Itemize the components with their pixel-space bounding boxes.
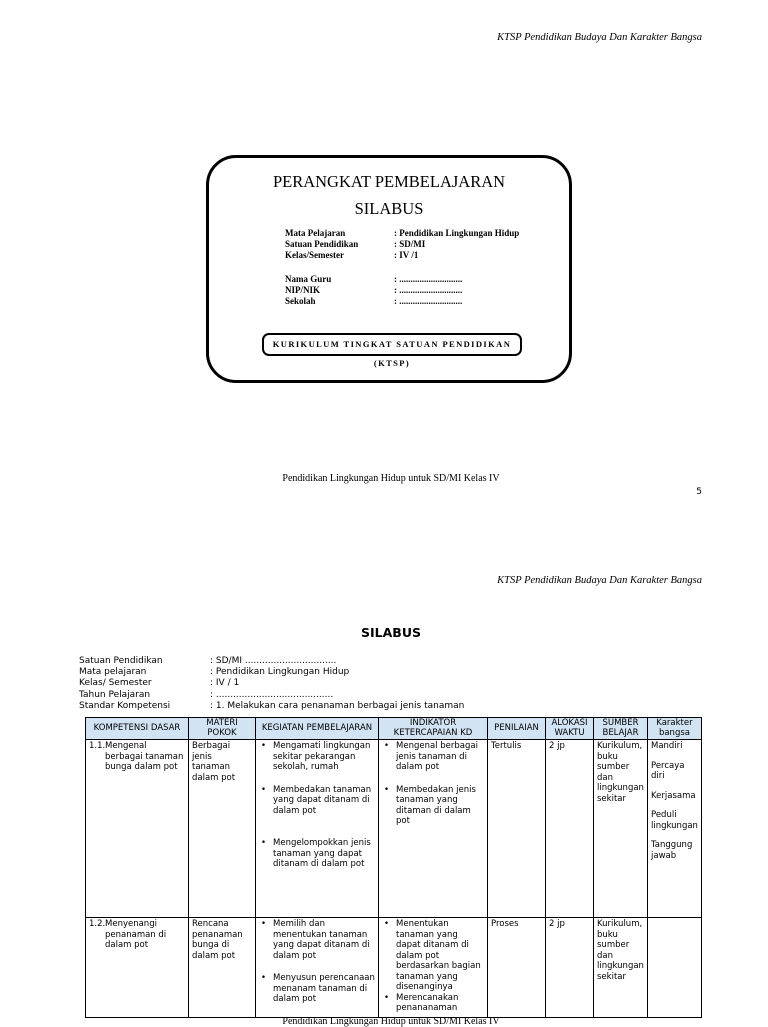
page-footer: Pendidikan Lingkungan Hidup untuk SD/MI Kelas IV: [282, 473, 500, 484]
col-header: INDIKATOR KETERCAPAIAN KD: [379, 718, 488, 740]
karakter-item: Percaya diri: [651, 760, 685, 781]
col-header: MATERI POKOK: [189, 718, 256, 740]
info-value: : IV / 1: [210, 678, 240, 689]
alokasi-cell: 2 jp: [546, 918, 594, 1018]
list-item: • Mengamati lingkungan sekitar pekarangan sekolah, rumah: [273, 741, 375, 773]
silabus-info: [79, 656, 464, 712]
kd-text: Menyenangi penanaman di dalam pot: [105, 919, 167, 950]
meta-key: Nama Guru: [285, 274, 332, 284]
meta-key: Satuan Pendidikan: [285, 239, 359, 249]
info-value: : Pendidikan Lingkungan Hidup: [210, 667, 350, 678]
cover-box: [206, 155, 572, 383]
meta-row: [285, 228, 519, 239]
info-value: : SD/MI ................................: [210, 656, 337, 666]
info-value: : .........................................: [210, 689, 334, 700]
list-item: • Merencanakan penananaman: [396, 993, 484, 1014]
list-item: • Mengenal berbagai jenis tanaman di dalam pot: [396, 741, 484, 773]
indikator-cell: [379, 740, 488, 918]
kegiatan-cell: [256, 918, 379, 1018]
info-key: Tahun Pelajaran: [79, 689, 151, 700]
page-number: 5: [696, 487, 702, 497]
silabus-table: [85, 717, 702, 1018]
col-header: KEGIATAN PEMBELAJARAN: [256, 718, 379, 740]
meta-row: [285, 285, 462, 296]
col-header: KOMPETENSI DASAR: [86, 718, 189, 740]
materi-cell: Rencana penanaman bunga di dalam pot: [189, 918, 256, 1018]
col-header: ALOKASI WAKTU: [546, 718, 594, 740]
kd-cell: [86, 918, 189, 1018]
meta-value: : ............................: [394, 296, 463, 306]
meta-key: Sekolah: [285, 296, 316, 306]
info-key: Satuan Pendidikan: [79, 656, 163, 666]
meta-key: Kelas/Semester: [285, 250, 344, 260]
info-value: : 1. Melakukan cara penanaman berbagai jenis tanaman: [210, 700, 465, 711]
kd-number: 1.1.: [89, 741, 106, 751]
list-item: • Memilih dan menentukan tanaman yang dapat ditanam di dalam pot: [273, 919, 375, 961]
info-row: [79, 701, 464, 712]
materi-cell: Berbagai jenis tanaman dalam pot: [189, 740, 256, 918]
meta-row: [285, 250, 519, 261]
sumber-cell: Kurikulum, buku sumber dan lingkungan sekitar: [594, 740, 648, 918]
karakter-cell: [648, 918, 702, 1018]
karakter-item: Tanggung jawab: [651, 840, 693, 861]
karakter-cell: [648, 740, 702, 918]
meta-key: NIP/NIK: [285, 285, 321, 295]
list-item: • Menyusun perencanaan menanam tanaman di dalam pot: [273, 973, 375, 1005]
karakter-item: Peduli lingkungan: [651, 810, 698, 831]
meta-value: : ............................: [394, 274, 463, 284]
kegiatan-cell: [256, 740, 379, 918]
meta-row: [285, 296, 462, 307]
kd-text: Mengenal berbagai tanaman bunga dalam pot: [105, 741, 184, 772]
ktsp-label: KURIKULUM TINGKAT SATUAN PENDIDIKAN (KTSP): [262, 333, 522, 356]
indikator-cell: [379, 918, 488, 1018]
cover-title: PERANGKAT PEMBELAJARAN: [272, 172, 506, 191]
meta-row: [285, 239, 519, 250]
meta-value: : Pendidikan Lingkungan Hidup: [394, 228, 520, 238]
penilaian-cell: Proses: [488, 918, 546, 1018]
info-row: [79, 690, 464, 701]
list-item: • Menentukan tanaman yang dapat ditanam di dalam pot berdasarkan bagian tanaman yang disenanginya: [396, 919, 484, 993]
meta-row: [285, 274, 462, 285]
header-note: KTSP Pendidikan Budaya Dan Karakter Bangsa: [497, 32, 702, 43]
col-header: SUMBER BELAJAR: [594, 718, 648, 740]
info-row: [79, 656, 464, 667]
info-key: Kelas/ Semester: [79, 678, 152, 689]
col-header: PENILAIAN: [488, 718, 546, 740]
silabus-title: SILABUS: [361, 625, 421, 640]
info-row: [79, 667, 464, 678]
table-row: [86, 918, 702, 1018]
karakter-item: Mandiri: [651, 741, 683, 751]
header-note-page2: KTSP Pendidikan Budaya Dan Karakter Bangsa: [497, 575, 702, 586]
kd-number: 1.2.: [89, 919, 106, 929]
sumber-cell: Kurikulum, buku sumber dan lingkungan sekitar: [594, 918, 648, 1018]
info-key: Standar Kompetensi: [79, 700, 171, 711]
col-header: Karakter bangsa: [648, 718, 702, 740]
page-footer-2: Pendidikan Lingkungan Hidup untuk SD/MI Kelas IV: [282, 1016, 500, 1027]
karakter-item: Kerjasama: [651, 790, 696, 801]
cover-subtitle: SILABUS: [354, 199, 424, 218]
meta-value: : SD/MI: [394, 239, 426, 249]
list-item: • Mengelompokkan jenis tanaman yang dapat ditanam di dalam pot: [273, 838, 375, 870]
cover-meta: [285, 228, 519, 261]
list-item: • Membedakan tanaman yang dapat ditanam di dalam pot: [273, 785, 375, 817]
list-item: • Membedakan jenis tanaman yang ditaman di dalam pot: [396, 785, 484, 827]
table-header-row: [86, 718, 702, 740]
cover-meta-teacher: [285, 274, 462, 307]
meta-key: Mata Pelajaran: [285, 228, 346, 238]
info-row: [79, 678, 464, 689]
penilaian-cell: Tertulis: [488, 740, 546, 918]
table-row: [86, 740, 702, 918]
info-key: Mata pelajaran: [79, 667, 147, 678]
alokasi-cell: 2 jp: [546, 740, 594, 918]
kd-cell: [86, 740, 189, 918]
meta-value: : IV /1: [394, 250, 419, 260]
meta-value: : ............................: [394, 285, 463, 295]
